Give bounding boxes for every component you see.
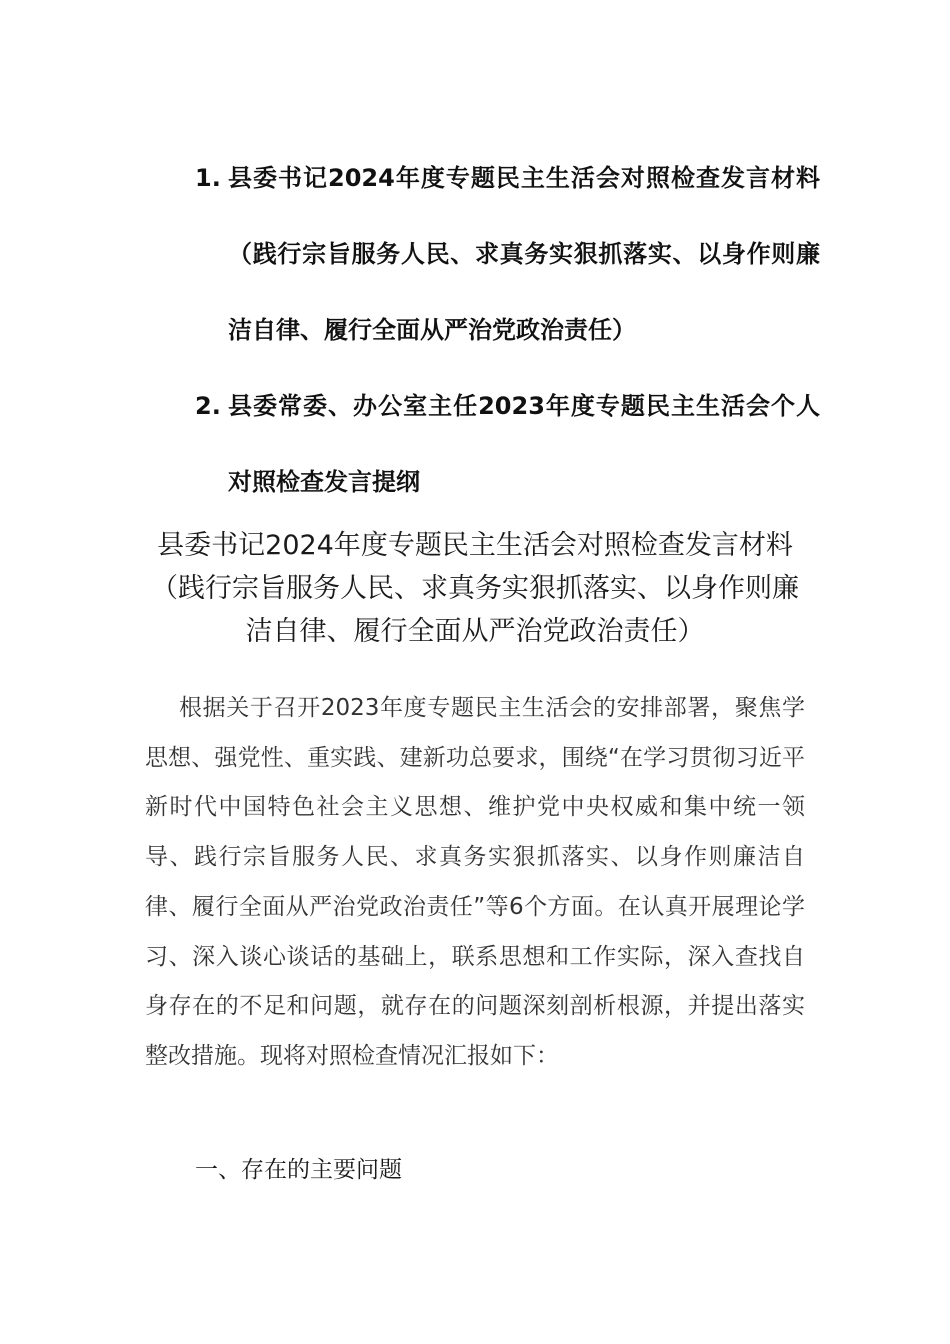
toc-item-1[interactable] [195,140,820,368]
toc-item-number: 1. [195,164,221,192]
table-of-contents [195,140,820,520]
toc-item-2[interactable] [195,368,820,520]
toc-item-text: 县委常委、办公室主任2023年度专题民主生活会个人对照检查发言提纲 [228,392,820,496]
section-heading: 一、存在的主要问题 [195,1157,402,1183]
document-title: 县委书记2024年度专题民主生活会对照检查发言材料（践行宗旨服务人民、求真务实狠抓落实、以身作则廉洁自律、履行全面从严治党政治责任） [151,530,799,647]
toc-item-text: 县委书记2024年度专题民主生活会对照检查发言材料（践行宗旨服务人民、求真务实狠抓落实、以身作则廉洁自律、履行全面从严治党政治责任） [228,164,820,344]
toc-item-number: 2. [195,392,221,420]
intro-paragraph: 根据关于召开2023年度专题民主生活会的安排部署，聚焦学思想、强党性、重实践、建新功总要求，围绕“在学习贯彻习近平新时代中国特色社会主义思想、维护党中央权威和集中统一领导、践行宗旨服务人民、求真务实狠抓落实、以身作则廉洁自律、履行全面从严治党政治责任”等6个方面。在认真开展理论学习、深入谈心谈话的基础上，联系思想和工作实际，深入查找自身存在的不足和问题，就存在的问题深刻剖析根源，并提出落实整改措施。现将对照检查情况汇报如下： [145,695,805,1069]
